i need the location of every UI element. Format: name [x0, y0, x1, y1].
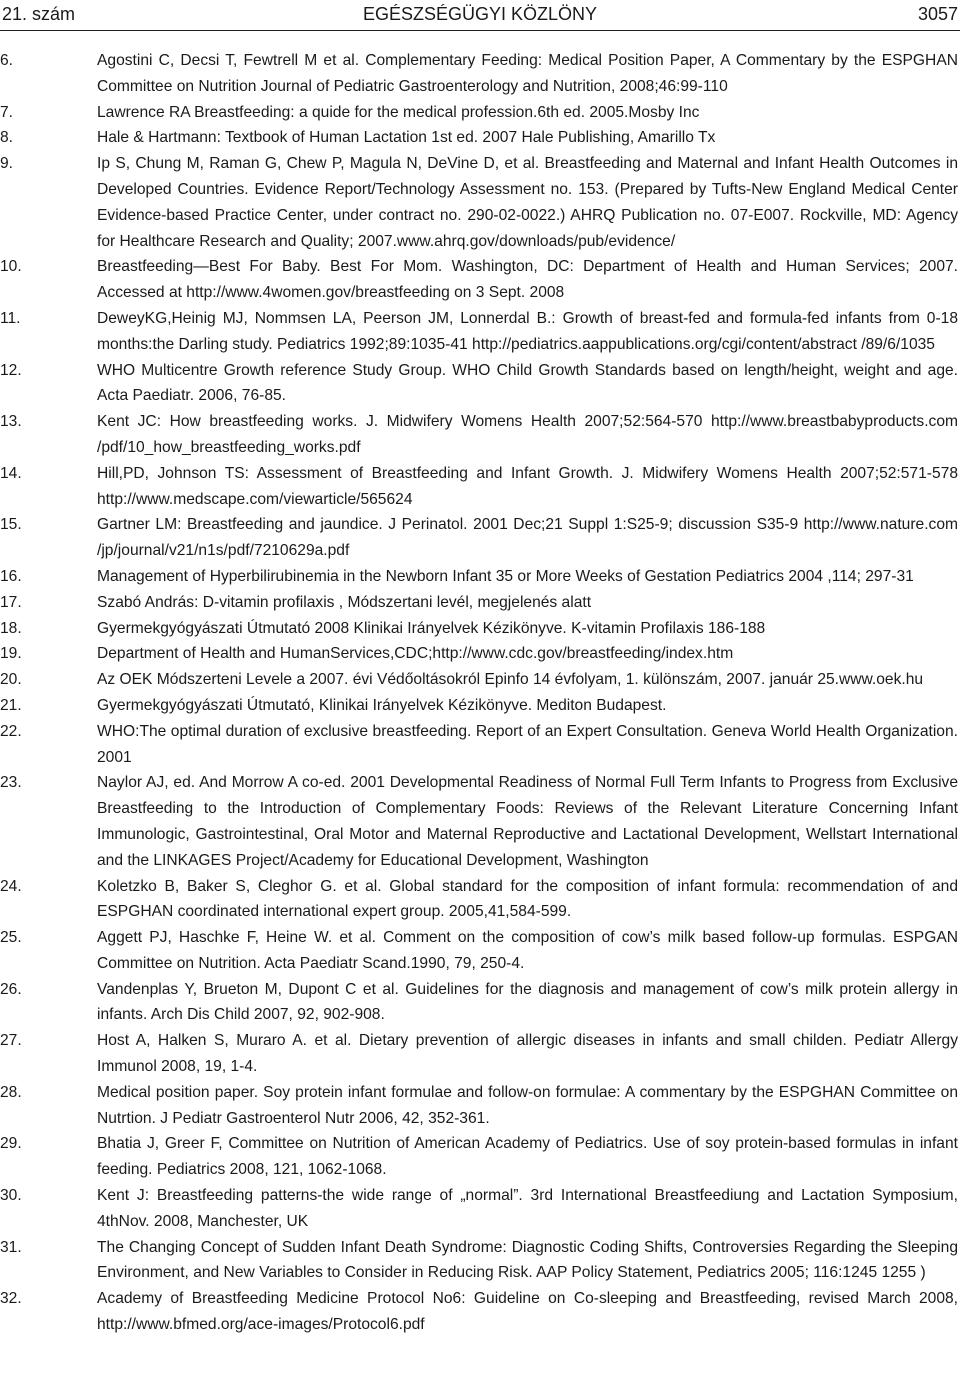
reference-item	[0, 925, 960, 977]
reference-item	[0, 125, 960, 151]
reference-number: 28.	[0, 1083, 22, 1101]
reference-number: 16.	[0, 567, 22, 585]
reference-item	[0, 590, 960, 616]
reference-item	[0, 1235, 960, 1287]
reference-text: Agostini C, Decsi T, Fewtrell M et al. Complementary Feeding: Medical Position Paper, A Commentary by the ESPGHAN Committee on Nutrition Journal of Pediatric Gastroenterology and Nutrition, 2008;46:99-110	[97, 52, 958, 95]
reference-number: 12.	[0, 361, 22, 379]
reference-item	[0, 151, 960, 254]
reference-number: 15.	[0, 516, 22, 534]
reference-item	[0, 100, 960, 126]
reference-number: 17.	[0, 593, 22, 611]
reference-text: Bhatia J, Greer F, Committee on Nutrition of American Academy of Pediatrics. Use of soy protein-based formulas in infant feeding. Pediatrics 2008, 121, 1062-1068.	[97, 1135, 958, 1179]
reference-item	[0, 48, 960, 100]
reference-item	[0, 1131, 960, 1183]
reference-item	[0, 641, 960, 667]
reference-item	[0, 306, 960, 358]
reference-number: 27.	[0, 1032, 22, 1050]
reference-text: Hale & Hartmann: Textbook of Human Lactation 1st ed. 2007 Hale Publishing, Amarillo Tx	[97, 129, 716, 147]
reference-number: 8.	[0, 129, 14, 147]
reference-text: Breastfeeding—Best For Baby. Best For Mom. Washington, DC: Department of Health and Human Services; 2007. Accessed at http://www.4women.gov/breastfeeding on 3 Sept. 2008	[97, 258, 958, 302]
reference-text: WHO:The optimal duration of exclusive breastfeeding. Report of an Expert Consultation. Geneva World Health Organization. 2001	[97, 722, 958, 766]
reference-text: Medical position paper. Soy protein infant formulae and follow-on formulae: A commentary by the ESPGHAN Committee on Nutrtion. J Pediatr Gastroenterol Nutr 2006, 42, 352-361.	[97, 1083, 958, 1127]
reference-item	[0, 461, 960, 513]
reference-number: 23.	[0, 774, 22, 792]
reference-text: Department of Health and HumanServices,CDC;http://www.cdc.gov/breastfeeding/index.htm	[97, 645, 734, 663]
reference-number: 30.	[0, 1187, 22, 1205]
reference-item	[0, 693, 960, 719]
reference-number: 11.	[0, 309, 21, 327]
reference-item	[0, 667, 960, 693]
reference-item	[0, 719, 960, 771]
reference-number: 25.	[0, 929, 22, 947]
reference-text: Hill,PD, Johnson TS: Assessment of Breastfeeding and Infant Growth. J. Midwifery Womens Health 2007;52:571-578 http://www.medscape.com/viewarticle/565624	[97, 464, 958, 508]
reference-item	[0, 1183, 960, 1235]
reference-number: 20.	[0, 671, 22, 689]
reference-number: 22.	[0, 722, 22, 740]
reference-item	[0, 616, 960, 642]
reference-number: 19.	[0, 645, 22, 663]
reference-text: Koletzko B, Baker S, Cleghor G. et al. Global standard for the composition of infant formula: recommendation of and ESPGHAN coordinated international expert group. 2005,41,584-599.	[97, 877, 958, 921]
reference-number: 6.	[0, 52, 14, 69]
reference-number: 13.	[0, 413, 22, 431]
reference-item	[0, 1028, 960, 1080]
reference-text: Szabó András: D-vitamin profilaxis , Módszertani levél, megjelenés alatt	[97, 593, 592, 611]
reference-list	[0, 48, 960, 1338]
reference-item	[0, 874, 960, 926]
reference-number: 32.	[0, 1290, 22, 1308]
reference-number: 18.	[0, 619, 22, 637]
reference-number: 26.	[0, 980, 22, 998]
reference-text: Kent J: Breastfeeding patterns-the wide range of „normal”. 3rd International Breastfeediung and Lactation Symposium, 4thNov. 2008, Manchester, UK	[97, 1187, 958, 1230]
reference-text: Academy of Breastfeeding Medicine Protocol No6: Guideline on Co-sleeping and Breastfeeding, revised March 2008, http://www.bfmed.org/ace-images/Protocol6.pdf	[97, 1290, 958, 1334]
reference-text: Vandenplas Y, Brueton M, Dupont C et al. Guidelines for the diagnosis and management of cow’s milk protein allergy in infants. Arch Dis Child 2007, 92, 902-908.	[97, 980, 958, 1024]
reference-number: 14.	[0, 464, 22, 482]
reference-text: Ip S, Chung M, Raman G, Chew P, Magula N, DeVine D, et al. Breastfeeding and Maternal and Infant Health Outcomes in Developed Countries. Evidence Report/Technology Assessment no. 153. (Prepared by Tufts-New England Medical Center Evidence-based Practice Center, under contract no. 290-02-0022.) AHRQ Publication no. 07-E007. Rockville, MD: Agency for Healthcare Research and Quality; 2007.www.ahrq.gov/downloads/pub/evidence/	[97, 155, 958, 250]
reference-item	[0, 254, 960, 306]
reference-number: 31.	[0, 1238, 22, 1256]
page-number: 3057	[917, 4, 958, 24]
reference-text: Az OEK Módszerteni Levele a 2007. évi Védőoltásokról Epinfo 14 évfolyam, 1. különszám, 2007. január 25.www.oek.hu	[97, 671, 924, 689]
reference-text: Gyermekgyógyászati Útmutató 2008 Klinikai Irányelvek Kézikönyve. K-vitamin Profilaxis 186-188	[97, 619, 766, 637]
reference-text: Lawrence RA Breastfeeding: a quide for the medical profession.6th ed. 2005.Mosby Inc	[97, 103, 700, 121]
reference-text: Aggett PJ, Haschke F, Heine W. et al. Comment on the composition of cow’s milk based follow-up formulas. ESPGAN Committee on Nutrition. Acta Paediatr Scand.1990, 79, 250-4.	[97, 929, 958, 972]
reference-number: 21.	[0, 696, 22, 714]
reference-text: Host A, Halken S, Muraro A. et al. Dietary prevention of allergic diseases in infants and small childen. Pediatr Allergy Immunol 2008, 19, 1-4.	[97, 1032, 958, 1076]
reference-number: 7.	[0, 103, 14, 121]
reference-number: 29.	[0, 1135, 22, 1153]
reference-item	[0, 1286, 960, 1338]
reference-item	[0, 512, 960, 564]
reference-text: Gartner LM: Breastfeeding and jaundice. J Perinatol. 2001 Dec;21 Suppl 1:S25-9; discussion S35-9 http://www.nature.com /jp/journal/v21/n1s/pdf/7210629a.pdf	[97, 516, 958, 560]
reference-item	[0, 977, 960, 1029]
reference-item	[0, 564, 960, 590]
reference-text: Kent JC: How breastfeeding works. J. Midwifery Womens Health 2007;52:564-570 http://www.breastbabyproducts.com /pdf/10_how_breastfeeding_works.pdf	[97, 413, 958, 456]
page-header	[0, 0, 960, 31]
reference-number: 9.	[0, 155, 14, 173]
reference-item	[0, 1080, 960, 1132]
reference-text: Naylor AJ, ed. And Morrow A co-ed. 2001 Developmental Readiness of Normal Full Term Infants to Progress from Exclusive Breastfeeding to the Introduction of Complementary Foods: Reviews of the Relevant Literature Concerning Infant Immunologic, Gastrointestinal, Oral Motor and Maternal Reproductive and Lactational Development, Wellstart International and the LINKAGES Project/Academy for Educational Development, Washington	[97, 774, 958, 869]
reference-item	[0, 409, 960, 461]
reference-item	[0, 770, 960, 873]
reference-text: The Changing Concept of Sudden Infant Death Syndrome: Diagnostic Coding Shifts, Controversies Regarding the Sleeping Environment, and New Variables to Consider in Reducing Risk. AAP Policy Statement, Pediatrics 2005; 116:1245 1255 )	[97, 1238, 958, 1282]
reference-number: 10.	[0, 258, 22, 276]
reference-text: WHO Multicentre Growth reference Study Group. WHO Child Growth Standards based on length/height, weight and age. Acta Paediatr. 2006, 76-85.	[97, 361, 958, 405]
reference-number: 24.	[0, 877, 22, 895]
issue-number: 21. szám	[2, 4, 76, 24]
journal-title: EGÉSZSÉGÜGYI KÖZLÖNY	[362, 4, 598, 24]
reference-text: DeweyKG,Heinig MJ, Nommsen LA, Peerson JM, Lonnerdal B.: Growth of breast-fed and formula-fed infants from 0-18 months:the Darling study. Pediatrics 1992;89:1035-41 http://pediatrics.aappublications.org/cgi/content/abstract /89/6/1035	[97, 309, 958, 353]
reference-item	[0, 358, 960, 410]
reference-text: Management of Hyperbilirubinemia in the Newborn Infant 35 or More Weeks of Gestation Pediatrics 2004 ,114; 297-31	[97, 567, 914, 585]
reference-text: Gyermekgyógyászati Útmutató, Klinikai Irányelvek Kézikönyve. Mediton Budapest.	[97, 696, 667, 714]
